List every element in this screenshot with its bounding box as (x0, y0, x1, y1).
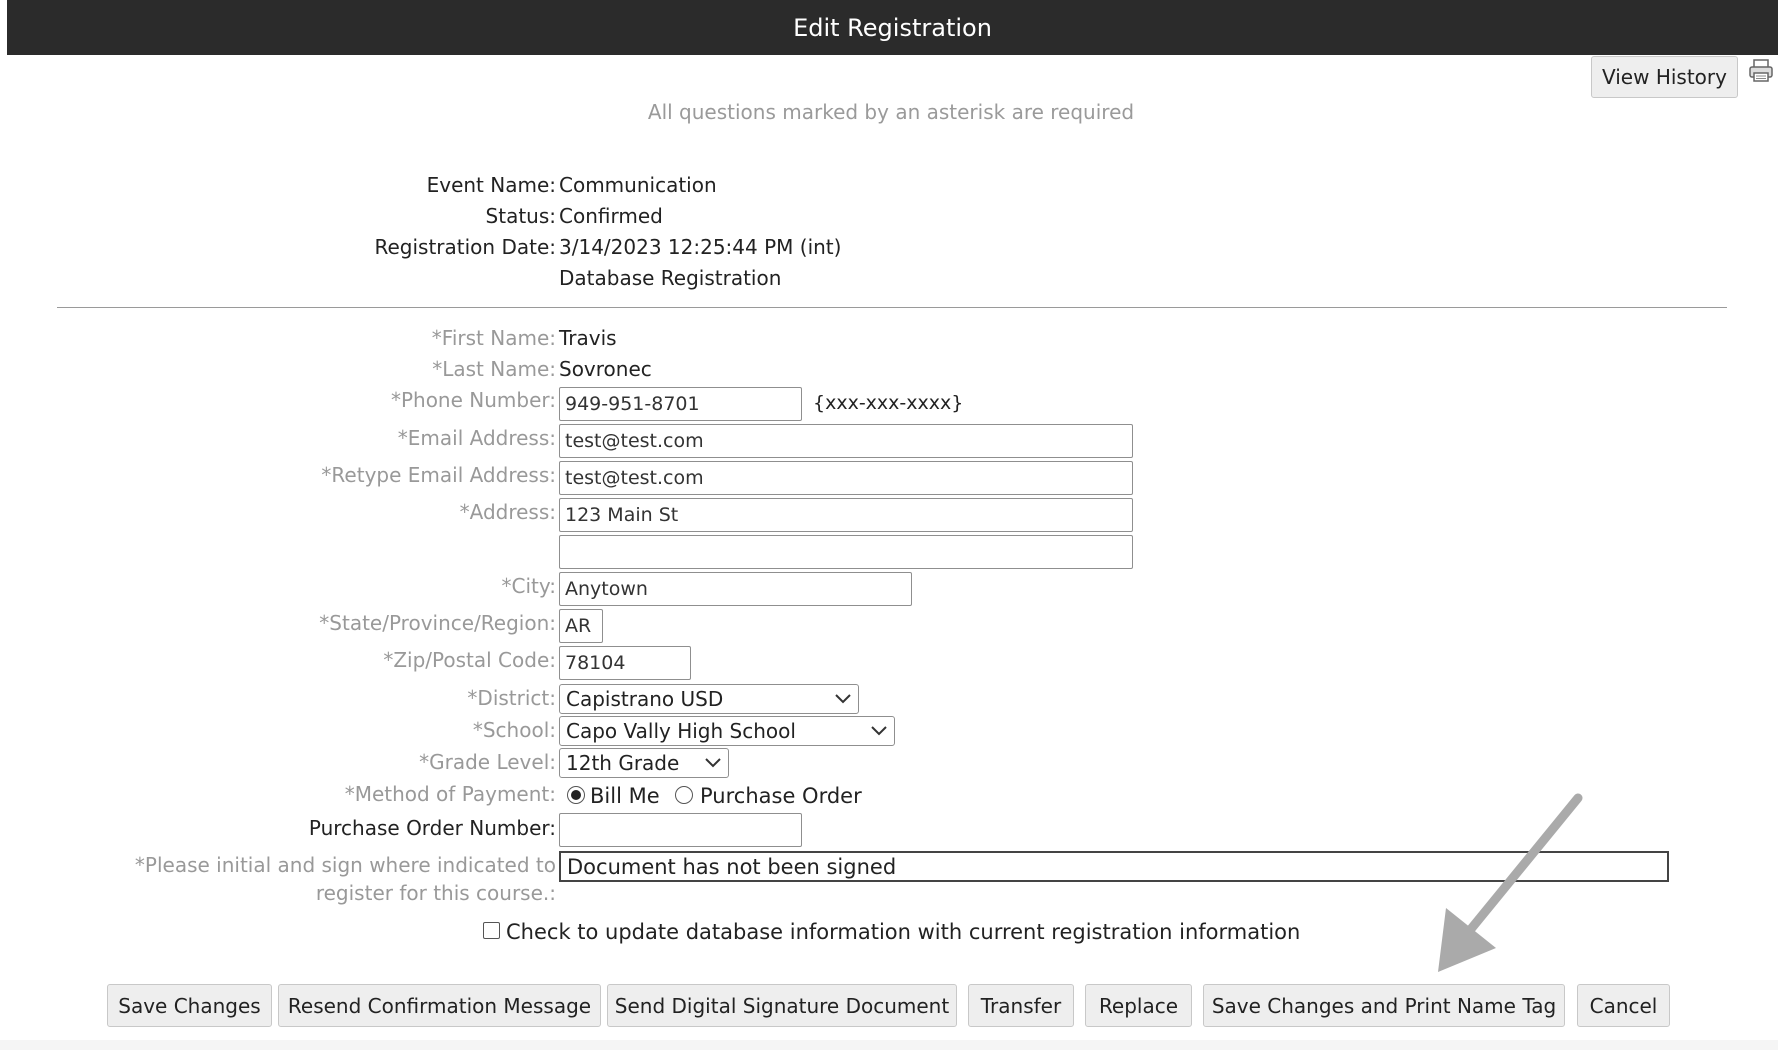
annotation-arrow-icon (1420, 790, 1590, 980)
title-bar (7, 0, 1778, 55)
state-input[interactable] (559, 609, 603, 643)
registration-date-value: 3/14/2023 12:25:44 PM (int) (559, 235, 842, 259)
po-number-input[interactable] (559, 813, 802, 847)
signature-status: Document has not been signed (567, 854, 897, 879)
address-line2-input[interactable] (559, 535, 1133, 569)
district-selected-value: Capistrano USD (566, 687, 724, 711)
resend-confirmation-button[interactable]: Resend Confirmation Message (278, 984, 601, 1027)
printer-icon[interactable] (1748, 59, 1774, 83)
replace-button[interactable]: Replace (1085, 984, 1192, 1027)
school-selected-value: Capo Vally High School (566, 719, 796, 743)
save-changes-button[interactable]: Save Changes (107, 984, 272, 1027)
last-name-value: Sovronec (559, 357, 652, 381)
state-label: *State/Province/Region: (319, 611, 556, 635)
city-input[interactable] (559, 572, 912, 606)
retype-email-input[interactable] (559, 461, 1133, 495)
required-note: All questions marked by an asterisk are required (647, 100, 1135, 124)
signature-label-line2: register for this course.: (315, 881, 556, 905)
district-select[interactable] (559, 684, 859, 714)
update-database-label: Check to update database information with current registration information (506, 920, 1301, 944)
phone-input[interactable] (559, 387, 802, 421)
update-database-checkbox[interactable] (483, 922, 500, 939)
chevron-down-icon (870, 725, 888, 737)
chevron-down-icon (834, 693, 852, 705)
address-line1-input[interactable] (559, 498, 1133, 532)
registration-date-label: Registration Date: (374, 235, 556, 259)
first-name-value: Travis (559, 326, 617, 350)
chevron-down-icon (704, 757, 722, 769)
po-number-label: Purchase Order Number: (308, 816, 556, 840)
school-select[interactable] (559, 716, 895, 746)
event-name-label: Event Name: (426, 173, 556, 197)
email-input[interactable] (559, 424, 1133, 458)
city-label: *City: (501, 574, 556, 598)
signature-label-line1: *Please initial and sign where indicated to (134, 853, 556, 877)
grade-select[interactable] (559, 748, 729, 778)
cancel-button[interactable]: Cancel (1577, 984, 1670, 1027)
district-label: *District: (467, 686, 556, 710)
view-history-button[interactable]: View History (1591, 56, 1738, 98)
footer-strip (0, 1040, 1778, 1050)
payment-label: *Method of Payment: (344, 782, 556, 806)
grade-label: *Grade Level: (419, 750, 556, 774)
phone-label: *Phone Number: (390, 388, 556, 412)
payment-option-purchase-order: Purchase Order (700, 784, 862, 808)
send-digital-signature-button[interactable]: Send Digital Signature Document (607, 984, 957, 1027)
payment-radio-purchase-order[interactable] (675, 786, 693, 804)
zip-label: *Zip/Postal Code: (383, 648, 556, 672)
phone-format-hint: {xxx-xxx-xxxx} (813, 392, 964, 414)
status-value: Confirmed (559, 204, 663, 228)
payment-radio-bill-me[interactable] (567, 786, 585, 804)
page-title: Edit Registration (793, 13, 992, 42)
retype-email-label: *Retype Email Address: (321, 463, 556, 487)
zip-input[interactable] (559, 646, 691, 680)
save-and-print-name-tag-button[interactable]: Save Changes and Print Name Tag (1203, 984, 1565, 1027)
payment-option-bill-me: Bill Me (590, 784, 660, 808)
school-label: *School: (472, 718, 556, 742)
status-label: Status: (485, 204, 556, 228)
address-label: *Address: (459, 500, 556, 524)
transfer-button[interactable]: Transfer (968, 984, 1074, 1027)
grade-selected-value: 12th Grade (566, 751, 680, 775)
email-label: *Email Address: (397, 426, 556, 450)
first-name-label: *First Name: (431, 326, 556, 350)
event-name-value: Communication (559, 173, 717, 197)
section-divider (57, 307, 1727, 308)
last-name-label: *Last Name: (432, 357, 556, 381)
registration-source: Database Registration (559, 266, 782, 290)
